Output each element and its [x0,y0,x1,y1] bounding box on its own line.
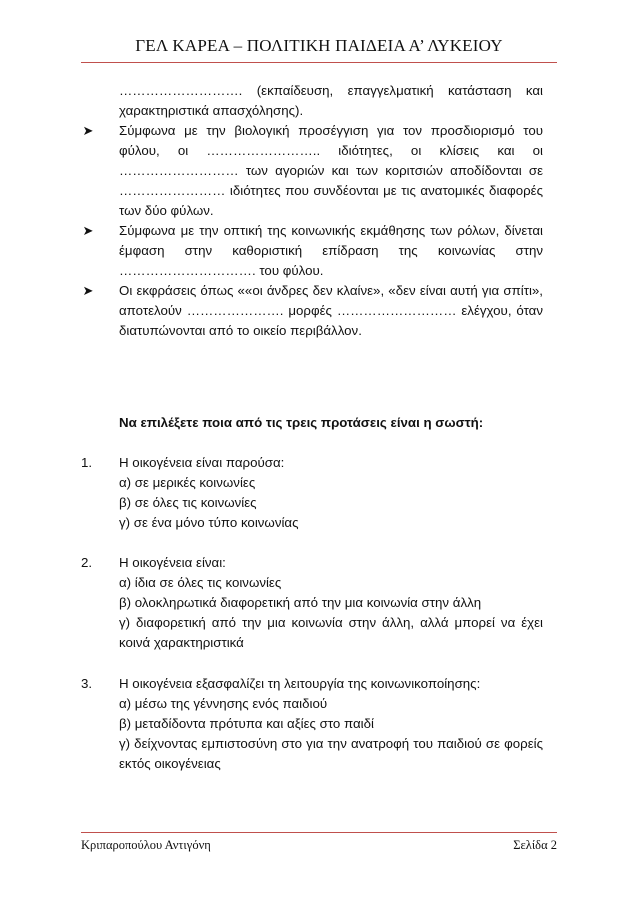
answer-option: β) ολοκληρωτικά διαφορετική από την μια κοινωνία στην άλλη [119,595,482,610]
answer-option: α) μέσω της γέννησης ενός παιδιού [119,696,328,711]
arrow-right-icon: ➤ [82,283,94,298]
bullet-item [81,221,543,281]
quiz-heading: Να επιλέξετε ποια από τις τρεις προτάσεις είναι η σωστή: [119,415,484,430]
bullet-text: Σύμφωνα με την οπτική της κοινωνικής εκμάθησης των ρόλων, δίνεται έμφαση στην καθοριστική επίδραση της κοινωνίας στην …………………………. του φύλου. [119,223,543,278]
question-item [81,674,543,694]
page-header-title: ΓΕΛ ΚΑΡΕΑ – ΠΟΛΙΤΙΚΗ ΠΑΙΔΕΙΑ Α’ ΛΥΚΕΙΟΥ [135,36,503,55]
footer-author: Κριπαροπούλου Αντιγόνη [81,838,211,852]
question-text: Η οικογένεια εξασφαλίζει τη λειτουργία της κοινωνικοποίησης: [119,676,481,691]
question-text: Η οικογένεια είναι παρούσα: [119,455,285,470]
answer-option: β) σε όλες τις κοινωνίες [119,495,257,510]
arrow-right-icon: ➤ [82,123,94,138]
question-item [81,453,543,473]
arrow-right-icon: ➤ [82,223,94,238]
answer-option: α) ίδια σε όλες τις κοινωνίες [119,575,282,590]
bullet-item [81,281,543,341]
answer-option: γ) δείχνοντας εμπιστοσύνη στο για την ανατροφή του παιδιού σε φορείς εκτός οικογένειας [119,736,543,771]
question-number: 3. [81,676,93,691]
answer-option: α) σε μερικές κοινωνίες [119,475,256,490]
question-number: 1. [81,455,93,470]
answer-option: β) μεταδίδοντα πρότυπα και αξίες στο παιδί [119,716,374,731]
answer-option: γ) διαφορετική από την μια κοινωνία στην άλλη, αλλά μπορεί να έχει κοινά χαρακτηριστικά [119,615,543,650]
footer-rule [81,832,557,833]
bullet-text: Σύμφωνα με την βιολογική προσέγγιση για τον προσδιορισμό του φύλου, οι …………………….. ιδιότητες, οι κλίσεις και οι ……………………… των αγοριών και των κοριτσιών αποδίδονται σε …………………… ιδιότητες που συνδέονται με τις ανατομικές διαφορές των δύο φύλων. [119,123,543,218]
question-item [81,553,543,573]
page-content [81,81,543,774]
question-number: 2. [81,555,93,570]
footer-page-number: Σελίδα 2 [513,838,557,852]
continuation-paragraph: ………………………. (εκπαίδευση, επαγγελματική κατάσταση και χαρακτηριστικά απασχόλησης). [119,83,543,118]
question-text: Η οικογένεια είναι: [119,555,226,570]
bullet-item [81,121,543,221]
header-rule [81,62,557,63]
answer-option: γ) σε ένα μόνο τύπο κοινωνίας [119,515,299,530]
bullet-text: Οι εκφράσεις όπως ««οι άνδρες δεν κλαίνε», «δεν είναι αυτή για σπίτι», αποτελούν …………………. μορφές ……………………… ελέγχου, όταν διατυπώνονται από το οικείο περιβάλλον. [119,283,543,338]
